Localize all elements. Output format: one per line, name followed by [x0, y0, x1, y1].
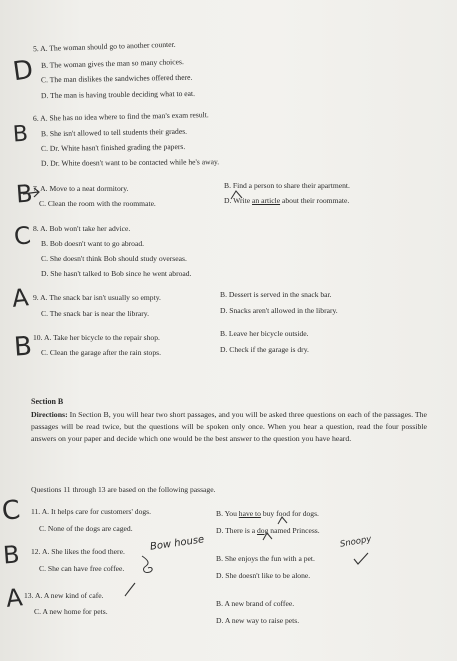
answer-mark-6: B	[12, 121, 29, 148]
q8-option-d: D. She hasn't talked to Bob since he went abroad.	[41, 269, 192, 278]
q13-option-c: C. A new home for pets.	[34, 607, 108, 616]
q11-option-b: B. You have to buy food for dogs.	[216, 509, 319, 518]
handwritten-note-snoopy: Snoopy	[339, 534, 373, 550]
caret-mark-icon	[277, 515, 289, 525]
q6-option-d: D. Dr. White doesn't want to be contacted while he's away.	[40, 157, 220, 168]
slash-mark-icon	[123, 582, 137, 598]
q7-option-b: B. Find a person to share their apartment.	[224, 181, 350, 190]
q6-option-b: B. She isn't allowed to tell students their grades.	[40, 126, 188, 139]
q10-option-b: B. Leave her bicycle outside.	[220, 329, 309, 338]
q9-option-b: B. Dessert is served in the snack bar.	[220, 290, 332, 299]
q9-option-a: 9. A. The snack bar isn't usually so empty.	[33, 293, 161, 302]
q5-option-a: 5. A. The woman should go to another counter.	[32, 39, 176, 54]
caret-mark-icon	[230, 189, 244, 201]
section-b-title: Section B	[31, 397, 64, 406]
q12-option-c: C. She can have free coffee.	[39, 564, 125, 573]
q8-option-a: 8. A. Bob won't take her advice.	[33, 224, 131, 233]
handwritten-note-bow-house: Bow house	[149, 534, 205, 553]
answer-mark-5: D	[11, 54, 36, 88]
q12-option-a: 12. A. She likes the food there.	[31, 547, 125, 556]
q12-option-b: B. She enjoys the fun with a pet.	[216, 554, 315, 563]
answer-mark-13: A	[4, 583, 24, 613]
q6-option-a: 6. A. She has no idea where to find the man's exam result.	[32, 110, 209, 123]
q10-option-c: C. Clean the garage after the rain stops.	[41, 348, 161, 357]
check-mark-icon	[353, 552, 369, 566]
caret-mark-icon	[262, 531, 274, 541]
q8-option-b: B. Bob doesn't want to go abroad.	[41, 239, 145, 248]
passage-intro: Questions 11 through 13 are based on the following passage.	[31, 485, 216, 494]
answer-mark-9: A	[10, 283, 30, 313]
q10-option-a: 10. A. Take her bicycle to the repair shop.	[33, 333, 160, 342]
q5-option-d: D. The man is having trouble deciding what to eat.	[40, 88, 196, 101]
q11-option-a: 11. A. It helps care for customers' dogs.	[31, 507, 152, 516]
q5-option-b: B. The woman gives the man so many choices.	[40, 57, 184, 70]
q11-option-c: C. None of the dogs are caged.	[39, 524, 133, 533]
q5-option-c: C. The man dislikes the sandwiches offered there.	[40, 72, 193, 85]
q13-option-d: D. A new way to raise pets.	[216, 616, 300, 625]
answer-mark-12: B	[2, 540, 21, 570]
q13-option-b: B. A new brand of coffee.	[216, 599, 295, 608]
q7-option-d: D. Write an article about their roommate.	[224, 196, 350, 205]
q11-option-d: D. There is a dog named Princess.	[216, 526, 320, 535]
q10-option-d: D. Check if the garage is dry.	[220, 345, 309, 354]
q12-option-d: D. She doesn't like to be alone.	[216, 571, 311, 580]
answer-mark-10: B	[12, 331, 33, 363]
scribble-mark-icon	[138, 554, 158, 576]
section-b-directions: Directions: In Section B, you will hear two short passages, and you will be asked three questions on each of the passages. The passages will be read twice, but the questions will be spoken only once. When you hear a question, read the four possible answers on your paper and decide which one would be the best answer to the question you have heard.	[31, 410, 427, 443]
answer-mark-11: C	[0, 495, 22, 527]
q9-option-c: C. The snack bar is near the library.	[41, 309, 149, 318]
q13-option-a: 13. A. A new kind of cafe.	[24, 591, 104, 600]
q8-option-c: C. She doesn't think Bob should study overseas.	[41, 254, 187, 263]
q6-option-c: C. Dr. White hasn't finished grading the papers.	[40, 141, 186, 154]
answer-mark-7: B	[15, 179, 34, 209]
q7-option-a: 7. A. Move to a neat dormitory.	[33, 184, 129, 193]
q9-option-d: D. Snacks aren't allowed in the library.	[220, 306, 338, 315]
answer-mark-8: C	[12, 221, 33, 251]
q7-option-c: C. Clean the room with the roommate.	[39, 199, 156, 208]
